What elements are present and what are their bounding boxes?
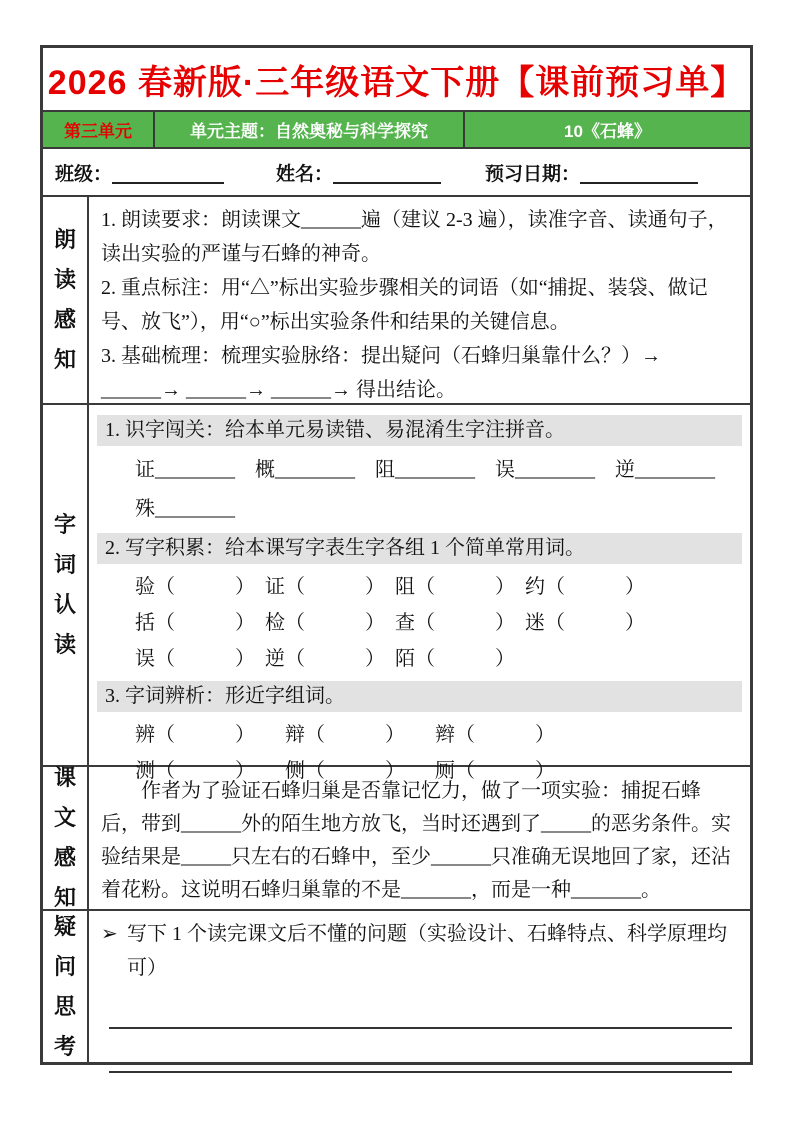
vocab-task-2-header: 2. 写字积累：给本课写字表生字各组 1 个简单常用词。: [97, 533, 742, 564]
word-row-1: 验（ ） 证（ ） 阻（ ） 约（ ）: [135, 576, 645, 598]
section-question-thinking: [43, 911, 750, 1062]
page-title: 2026 春新版·三年级语文下册【课前预习单】: [43, 48, 750, 112]
vocabulary-content: [89, 405, 750, 782]
summary-paragraph: 作者为了验证石蜂归巢是否靠记忆力，做了一项实验：捕捉石蜂后，带到______外的陌生地方放飞，当时还遇到了_____的恶劣条件。实验结果是_____只左右的石蜂中，至少______只准确无误地回了家，还沾着花粉。这说明石蜂归巢靠的不是_______，而是一种_______。: [101, 780, 731, 901]
section-text-perception: [43, 767, 750, 911]
word-row-3: 误（ ） 逆（ ） 陌（ ）: [135, 648, 515, 670]
compare-row-2: 测（ ） 侧（ ） 厕（ ）: [135, 760, 555, 782]
vocab-task-1-header: 1. 识字闯关：给本单元易读错、易混淆生字注拼音。: [97, 415, 742, 446]
question-prompt-text: 写下 1 个读完课文后不懂的问题（实验设计、石蜂特点、科学原理均可）: [127, 923, 727, 979]
name-label: 姓名：: [276, 163, 334, 185]
answer-blank-line-1: [109, 985, 732, 1029]
word-row-2: 括（ ） 检（ ） 查（ ） 迷（ ）: [135, 612, 645, 634]
unit-bar: [43, 112, 750, 149]
vocab-task-3-header: 3. 字词辨析：形近字组词。: [97, 681, 742, 712]
class-blank-line: [112, 160, 224, 184]
compare-row-1: 辨（ ） 辩（ ） 辫（ ）: [135, 724, 555, 746]
unit-theme: 单元主题：自然奥秘与科学探究: [153, 112, 465, 147]
date-label: 预习日期：: [485, 163, 581, 185]
lesson-title: 10《石蜂》: [564, 122, 651, 141]
section-vocabulary: [43, 405, 750, 782]
pinyin-row-1: 证________ 概________ 阻________ 误________ 逆________: [135, 459, 715, 481]
question-prompt: [101, 917, 738, 985]
reading-content: [89, 197, 750, 403]
unit-number: 第三单元: [64, 122, 132, 141]
pinyin-row-2: 殊________: [135, 498, 235, 520]
reading-item-2: 2. 重点标注：用“△”标出实验步骤相关的词语（如“捕捉、装袋、做记号、放飞”），用“○”标出实验条件和结果的关键信息。: [101, 277, 708, 333]
question-content: [89, 911, 750, 1062]
name-blank-line: [333, 160, 441, 184]
text-perception-content: [89, 767, 750, 909]
answer-blank-line-2: [109, 1029, 732, 1073]
section-label-text: 课文感知: [43, 767, 89, 909]
class-label: 班级：: [55, 163, 113, 185]
section-label-question: 疑问思考: [43, 911, 89, 1062]
section-label-reading: 朗读感知: [43, 197, 89, 403]
reading-item-1: 1. 朗读要求：朗读课文______遍（建议 2-3 遍），读准字音、读通句子，读出实验的严谨与石蜂的神奇。: [101, 209, 728, 265]
date-blank-line: [580, 160, 698, 184]
worksheet: [40, 45, 753, 1065]
section-label-vocabulary: 字词认读: [43, 405, 89, 765]
arrow-bullet-icon: ➢: [101, 923, 118, 945]
reading-item-3: 3. 基础梳理：梳理实验脉络：提出疑问（石蜂归巢靠什么？）→ ______→ ______→ ______→ 得出结论。: [101, 345, 661, 401]
student-info-row: [43, 149, 750, 197]
section-reading-perception: [43, 197, 750, 405]
